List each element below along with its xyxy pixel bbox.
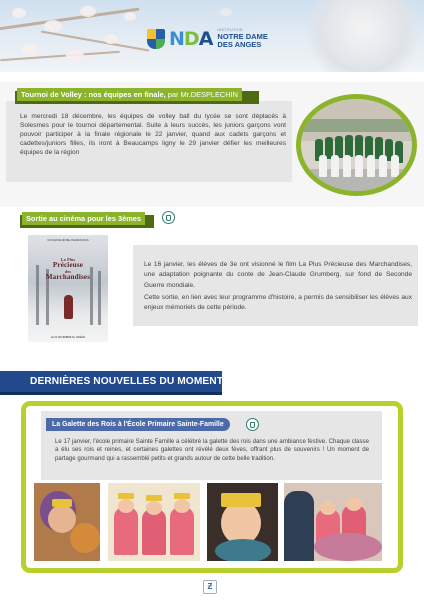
- movie-poster: UN FILM DE MICHEL HAZANAVICIUS La Plus Précieuse des Marchandises LE 20 NOVEMBRE AU CINÉMA: [28, 235, 108, 342]
- volley-team-photo: [296, 94, 417, 196]
- hand-icon[interactable]: [246, 418, 259, 431]
- shield-icon: [147, 29, 165, 49]
- cinema-paragraph-2: Cette sortie, en lien avec leur programme d'histoire, a permis de sensibiliser les élèves aux enjeux mémoriels de cette période.: [144, 294, 412, 312]
- cinema-paragraph-1: Le 16 janvier, les élèves de 3e ont visionné le film La Plus Précieuse des Marchandises, une adaptation poignante du conte de Jean-Claude Grumberg, sur fond de Seconde Guerre mondiale.: [144, 261, 412, 289]
- logo-letters: NDA: [169, 28, 213, 50]
- galette-title-tag: La Galette des Rois à l'École Primaire Sainte-Famille: [46, 418, 230, 431]
- header-banner: [0, 0, 424, 72]
- volley-paragraph: Le mercredi 18 décembre, les équipes de volley ball du lycée se sont déplacés à Solesmes pour le tournoi départemental. Suite à leurs succès, les juniors garçons vont pouvoir participer à la finale régionale le 22 janvier, quand aux cadets garçons et cadettes/juniors filles, ils iront à Beaucamps ligny le 29 janvier défier les meilleures équipes de la région: [20, 113, 286, 156]
- galette-photo-2: [108, 483, 200, 561]
- galette-photo-4: [284, 483, 382, 561]
- footer-logo-icon[interactable]: Ƶ: [203, 580, 217, 594]
- galette-photo-3: [207, 483, 278, 561]
- school-name: INSTITUTION NOTRE DAME DES ANGES: [217, 27, 268, 50]
- school-logo[interactable]: [147, 27, 268, 51]
- volley-title-tag: Tournoi de Volley : nos équipes en finale, par Mr.DESPLECHIN: [17, 88, 242, 101]
- statue-image: [308, 0, 418, 72]
- hand-icon[interactable]: [162, 211, 175, 224]
- galette-photo-1: [34, 483, 100, 561]
- galette-paragraph: Le 17 janvier, l'école primaire Sainte Famille a célébré la galette des rois dans une ambiance festive. Chaque classe a élu ses rois et reines, et certaines galettes ont révélé deux fèves, offrant plus de souvenirs ! Un moment de partage gourmand qui a rassemblé petits et grands autour de cette belle tradition.: [55, 438, 369, 462]
- cinema-title-tag: Sortie au cinéma pour les 3èmes: [22, 212, 145, 225]
- news-banner: DERNIÈRES NOUVELLES DU MOMENT: [0, 371, 222, 392]
